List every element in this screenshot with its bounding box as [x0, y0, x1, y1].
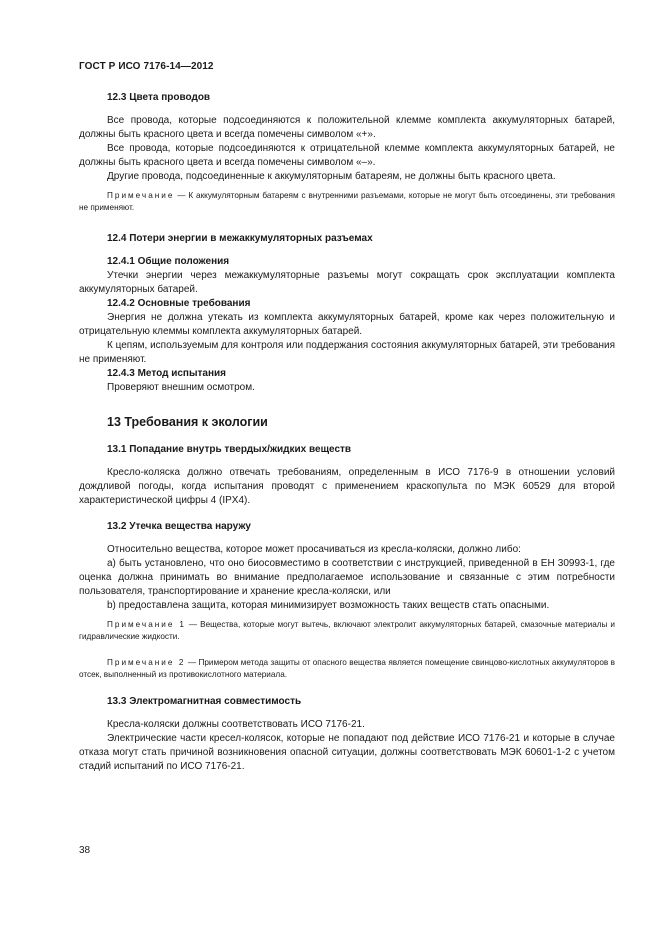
paragraph: Относительно вещества, которое может просачиваться из кресла-коляски, должно либо:: [107, 544, 521, 555]
paragraph: Утечки энергии через межаккумуляторные разъемы могут сокращать срок эксплуатации комплекта аккумуляторных батарей.: [79, 270, 615, 295]
document-header: ГОСТ Р ИСО 7176-14—2012: [79, 61, 214, 72]
list-item-b: b) предоставлена защита, которая минимизирует возможность таких веществ стать опасными.: [107, 600, 550, 611]
note-label: Примечание: [107, 191, 175, 200]
section-13-2-title: 13.2 Утечка вещества наружу: [107, 521, 251, 532]
section-13-3-title: 13.3 Электромагнитная совместимость: [107, 696, 302, 707]
note-1: [79, 619, 615, 643]
section-13-1-title: 13.1 Попадание внутрь твердых/жидких веществ: [107, 444, 352, 455]
note-label: Примечание 2: [107, 658, 186, 667]
note-text: — К аккумуляторным батареям с внутренними разъемами, которые не могут быть отсоединены, эти требования не применяют.: [79, 191, 615, 212]
paragraph: Проверяют внешним осмотром.: [107, 382, 255, 393]
section-12-3-title: 12.3 Цвета проводов: [107, 92, 211, 103]
paragraph: Кресло-коляска должно отвечать требованиям, определенным в ИСО 7176-9 в отношении условий дождливой погоды, когда испытания проводят с применением краскопульта по МЭК 60529 для второй характеристической цифры 4 (IPX4).: [79, 467, 615, 506]
paragraph: К цепям, используемым для контроля или поддержания состояния аккумуляторных батарей, эти требования не применяют.: [79, 340, 615, 365]
page-content: [79, 91, 615, 774]
note-2: [79, 657, 615, 681]
note: [79, 190, 615, 214]
section-12-4-2-title: 12.4.2 Основные требования: [107, 298, 251, 309]
list-item-a: a) быть установлено, что оно биосовместимо в соответствии с инструкцией, приведенной в ЕН 30993-1, где оценка должна принимать во внимание предполагаемое использование и связанные с этим потребности пользователя, транспортирование и хранение кресла-коляски, или: [79, 558, 615, 597]
section-12-4-title: 12.4 Потери энергии в межаккумуляторных разъемах: [107, 233, 373, 244]
paragraph: Все провода, которые подсоединяются к положительной клемме комплекта аккумуляторных батарей, должны быть красного цвета и всегда помечены символом «+».: [79, 115, 615, 140]
section-12-4-3-title: 12.4.3 Метод испытания: [107, 368, 226, 379]
section-12-4-1-title: 12.4.1 Общие положения: [107, 256, 230, 267]
paragraph: Электрические части кресел-колясок, которые не попадают под действие ИСО 7176-21 и которые в случае отказа могут стать причиной возникновения опасной ситуации, должны соответствовать МЭК 60601-1-2 с учетом стадий испытаний по ИСО 7176-21.: [79, 733, 615, 772]
note-text: — Вещества, которые могут вытечь, включают электролит аккумуляторных батарей, смазочные материалы и гидравлические жидкости.: [79, 620, 615, 641]
note-text: — Примером метода защиты от опасного вещества является помещение свинцово-кислотных аккумуляторов в отсек, выполненный из противокислотного материала.: [79, 658, 616, 679]
paragraph: Другие провода, подсоединенные к аккумуляторным батареям, не должны быть красного цвета.: [107, 171, 556, 182]
section-13-title: 13 Требования к экологии: [107, 415, 268, 429]
note-label: Примечание 1: [107, 620, 186, 629]
paragraph: Все провода, которые подсоединяются к отрицательной клемме комплекта аккумуляторных батарей, не должны быть красного цвета и всегда помечены символом «–».: [79, 143, 615, 168]
page-number: 38: [79, 845, 91, 856]
paragraph: Энергия не должна утекать из комплекта аккумуляторных батарей, кроме как через положительную и отрицательную клеммы комплекта аккумуляторных батарей.: [79, 312, 615, 337]
paragraph: Кресла-коляски должны соответствовать ИСО 7176-21.: [107, 719, 365, 730]
